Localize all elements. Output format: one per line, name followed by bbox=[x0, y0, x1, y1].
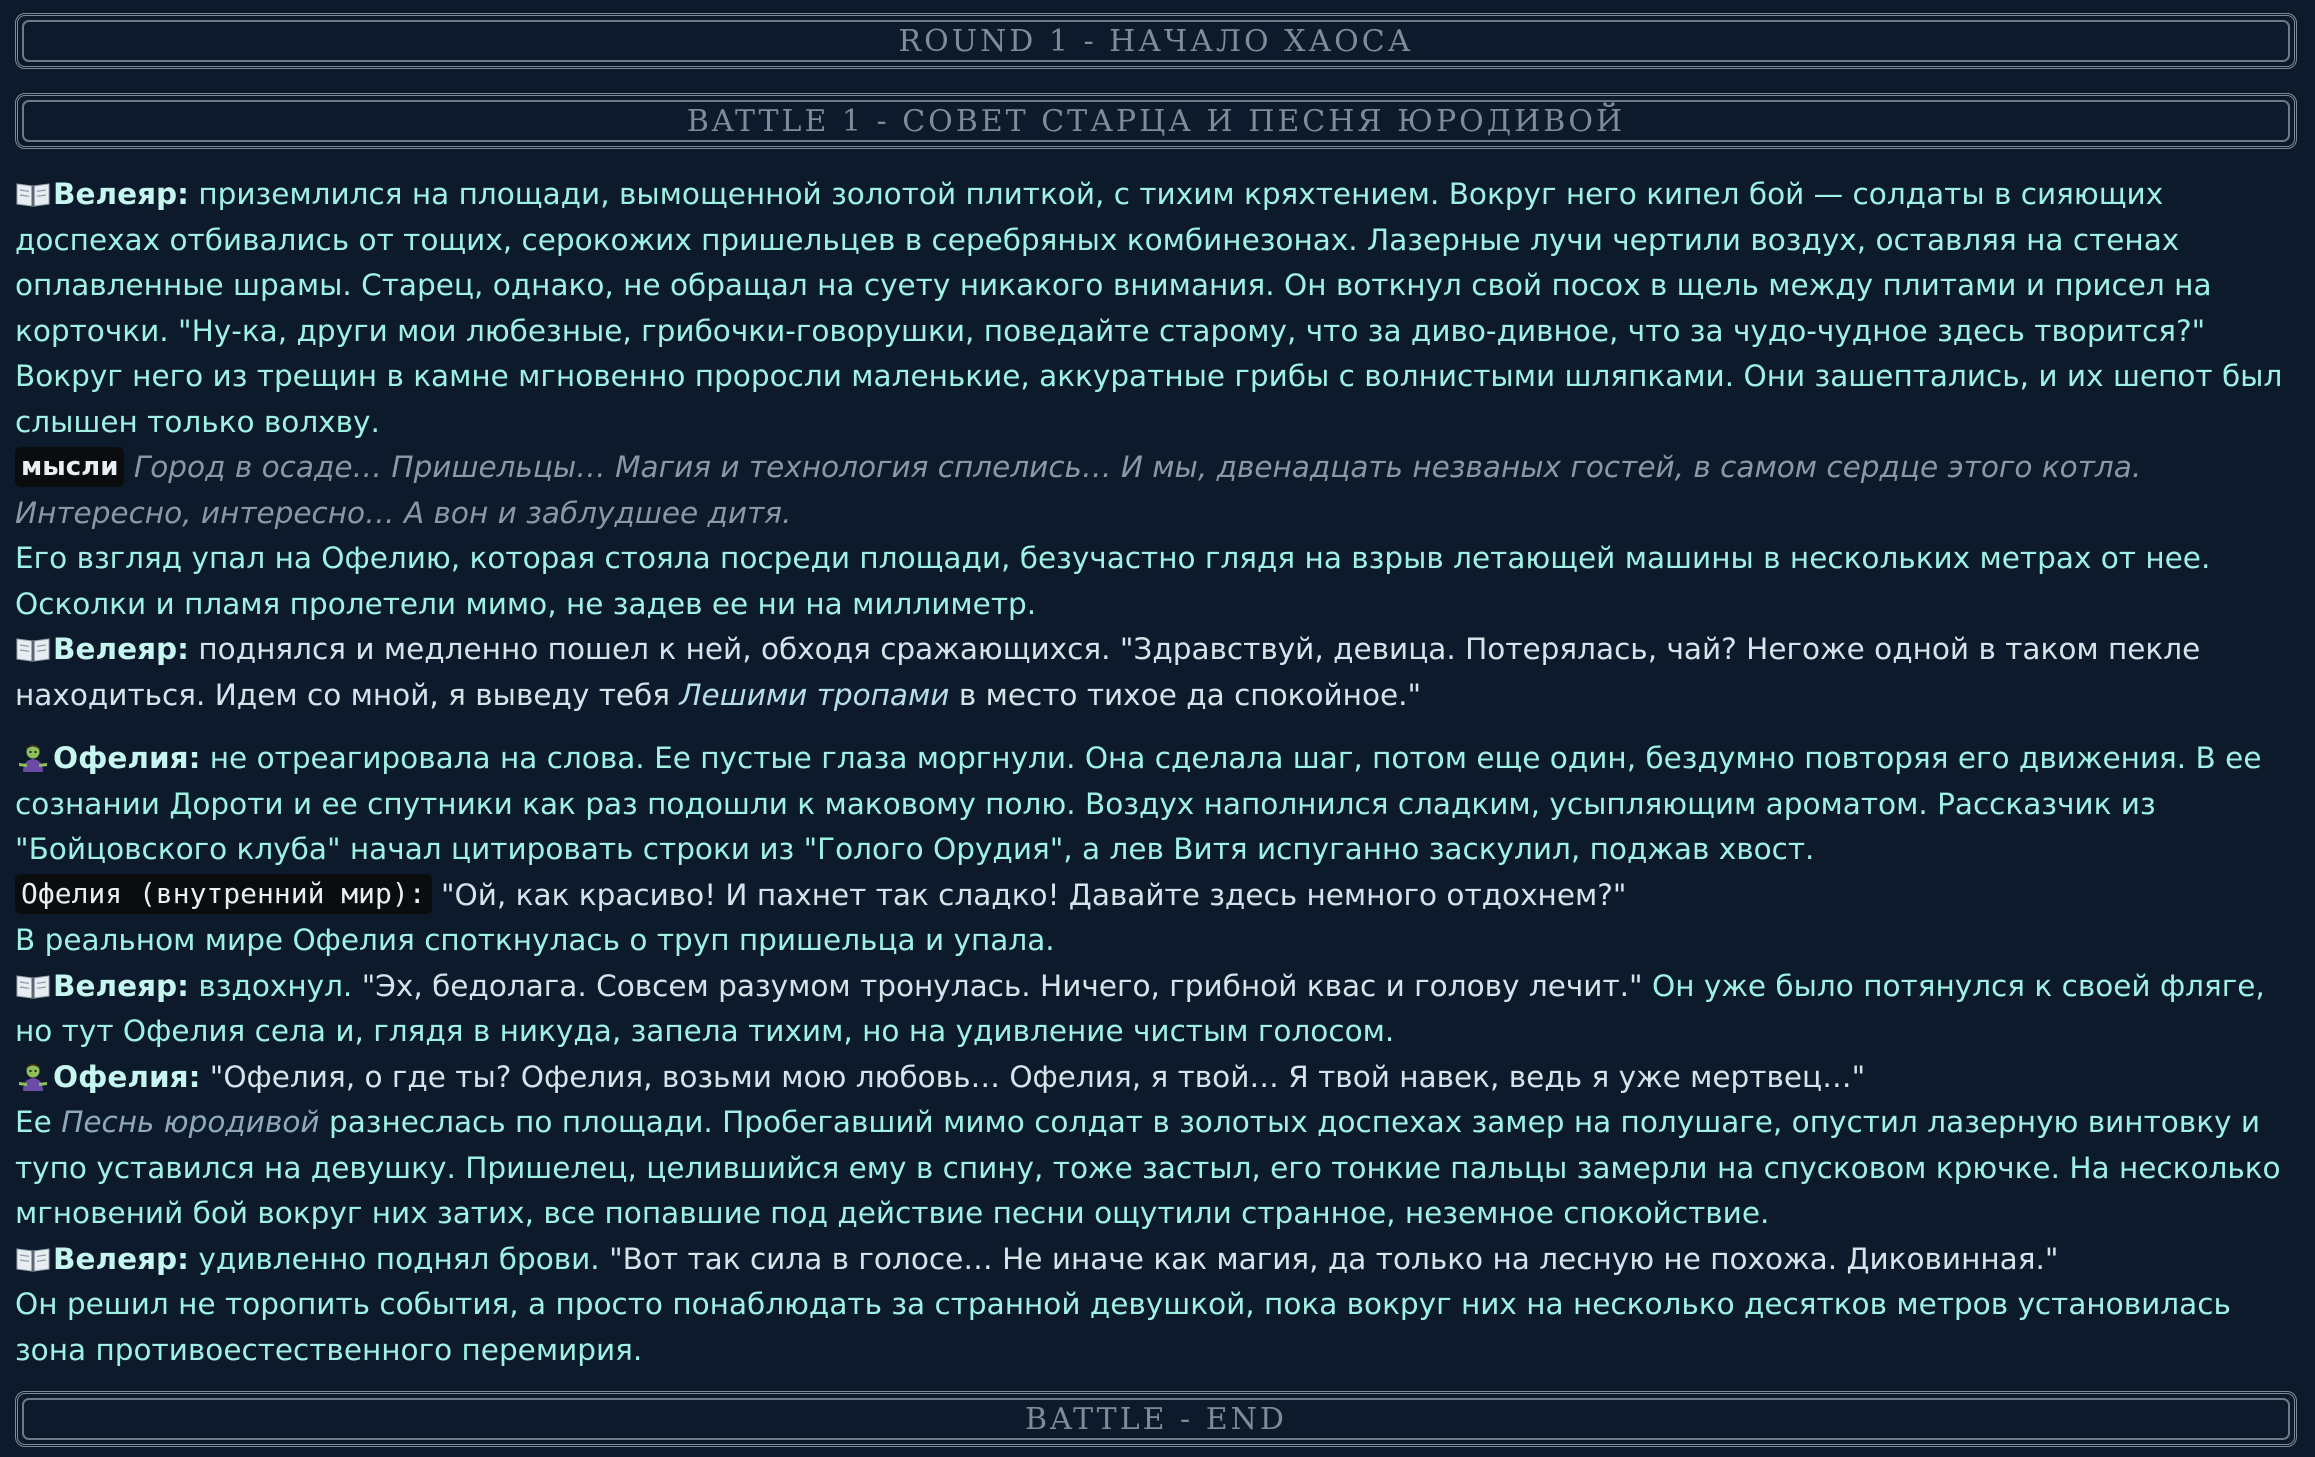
inner-world-tag: Офелия (внутренний мир): bbox=[15, 874, 432, 914]
story-paragraph bbox=[15, 172, 2300, 445]
speech-text: "Офелия, о где ты? Офелия, возьми мою любовь… Офелия, я твой… Я твой навек, ведь я уже мертвец…" bbox=[209, 1059, 1866, 1094]
thoughts-tag: мысли bbox=[15, 447, 124, 487]
speech-text: "Эх, бедолага. Совсем разумом тронулась. Ничего, грибной квас и голову лечит." bbox=[361, 968, 1643, 1003]
story-log bbox=[15, 172, 2300, 1373]
story-paragraph bbox=[15, 1100, 2300, 1237]
narration-text: Его взгляд упал на Офелию, которая стояла посреди площади, безучастно глядя на взрыв летающей машины в нескольких метрах от нее. Осколки и пламя пролетели мимо, не задев ее ни на миллиметр. bbox=[15, 541, 2211, 621]
open-book-icon bbox=[15, 634, 51, 664]
narration-text: вздохнул. bbox=[198, 968, 353, 1003]
story-paragraph bbox=[15, 964, 2300, 1055]
story-paragraph bbox=[15, 1055, 2300, 1101]
story-paragraph bbox=[15, 873, 2300, 919]
narration-text: Он уже было потянулся к своей фляге, но тут Офелия села и, глядя в никуда, запела тихим, но на удивление чистым голосом. bbox=[15, 968, 2265, 1048]
narration-text: Ее bbox=[15, 1105, 52, 1139]
speaker-ophelia: Офелия: bbox=[53, 1059, 201, 1094]
open-book-icon bbox=[15, 179, 51, 209]
story-paragraph bbox=[15, 918, 2300, 964]
speaker-ophelia: Офелия: bbox=[53, 741, 201, 775]
speaker-veleyar: Велеяр: bbox=[53, 968, 189, 1003]
zombie-icon bbox=[15, 743, 51, 773]
story-paragraph bbox=[15, 445, 2300, 536]
song-highlight: Песнь юродивой bbox=[61, 1105, 320, 1139]
battle-banner bbox=[15, 93, 2297, 149]
story-paragraph bbox=[15, 736, 2300, 873]
zombie-icon bbox=[15, 1062, 51, 1092]
paragraph-gap bbox=[15, 718, 2300, 736]
battle-end-banner bbox=[15, 1391, 2297, 1447]
narration-text: разнеслась по площади. Пробегавший мимо солдат в золотых доспехах замер на полушаге, опустил лазерную винтовку и тупо уставился на девушку. Пришелец, целившийся ему в спину, тоже застыл, его тонкие пальцы замерли на спусковом крючке. На несколько мгновений бой вокруг них затих, все попавшие под действие песни ощутили странное, неземное спокойствие. bbox=[15, 1105, 2281, 1230]
battle-title: BATTLE 1 - СОВЕТ СТАРЦА И ПЕСНЯ ЮРОДИВОЙ bbox=[686, 103, 1626, 139]
speaker-veleyar: Велеяр: bbox=[53, 1241, 189, 1276]
lesh-paths-highlight: Лешими тропами bbox=[679, 677, 950, 712]
thought-text: Город в осаде… Пришельцы… Магия и технология сплелись… И мы, двенадцать незваных гостей, в самом сердце этого котла. Интересно, интересно… А вон и заблудшее дитя. bbox=[15, 450, 2142, 530]
story-paragraph bbox=[15, 627, 2300, 718]
speech-text: поднялся и медленно пошел к ней, обходя сражающихся. "Здравствуй, девица. Потерялась, чай? Негоже одной в таком пекле находиться. Идем со мной, я выведу тебя bbox=[15, 632, 2201, 712]
narration-text: не отреагировала на слова. Ее пустые глаза моргнули. Она сделала шаг, потом еще один, бездумно повторяя его движения. В ее сознании Дороти и ее спутники как раз подошли к маковому полю. Воздух наполнился сладким, усыпляющим ароматом. Рассказчик из "Бойцовского клуба" начал цитировать строки из "Голого Орудия", а лев Витя испуганно заскулил, поджав хвост. bbox=[15, 741, 2262, 866]
story-paragraph bbox=[15, 1237, 2300, 1283]
speech-text: "Вот так сила в голосе… Не иначе как магия, да только на лесную не похожа. Диковинная." bbox=[609, 1241, 2059, 1276]
narration-text: удивленно поднял брови. bbox=[198, 1241, 600, 1276]
speaker-veleyar: Велеяр: bbox=[53, 177, 189, 211]
speech-text: в место тихое да спокойное." bbox=[958, 677, 1422, 712]
open-book-icon bbox=[15, 971, 51, 1001]
narration-text: Он решил не торопить события, а просто понаблюдать за странной девушкой, пока вокруг них на несколько десятков метров установилась зона противоестественного перемирия. bbox=[15, 1287, 2231, 1367]
narration-text: В реальном мире Офелия споткнулась о труп пришельца и упала. bbox=[15, 923, 1055, 957]
round-title: ROUND 1 - НАЧАЛО ХАОСА bbox=[898, 23, 1414, 59]
story-paragraph bbox=[15, 1282, 2300, 1373]
speech-text: "Ой, как красиво! И пахнет так сладко! Давайте здесь немного отдохнем?" bbox=[440, 877, 1627, 912]
speaker-veleyar: Велеяр: bbox=[53, 632, 189, 666]
story-paragraph bbox=[15, 536, 2300, 627]
narration-text: приземлился на площади, вымощенной золотой плиткой, с тихим кряхтением. Вокруг него кипел бой — солдаты в сияющих доспехах отбивались от тощих, серокожих пришельцев в серебряных комбинезонах. Лазерные лучи чертили воздух, оставляя на стенах оплавленные шрамы. Старец, однако, не обращал на суету никакого внимания. Он воткнул свой посох в щель между плитами и присел на корточки. "Ну-ка, други мои любезные, грибочки-говорушки, поведайте старому, что за диво-дивное, что за чудо-чудное здесь творится?" Вокруг него из трещин в камне мгновенно проросли маленькие, аккуратные грибы с волнистыми шляпками. Они зашептались, и их шепот был слышен только волхву. bbox=[15, 177, 2283, 439]
round-banner bbox=[15, 13, 2297, 69]
battle-end-title: BATTLE - END bbox=[1025, 1401, 1287, 1437]
open-book-icon bbox=[15, 1244, 51, 1274]
